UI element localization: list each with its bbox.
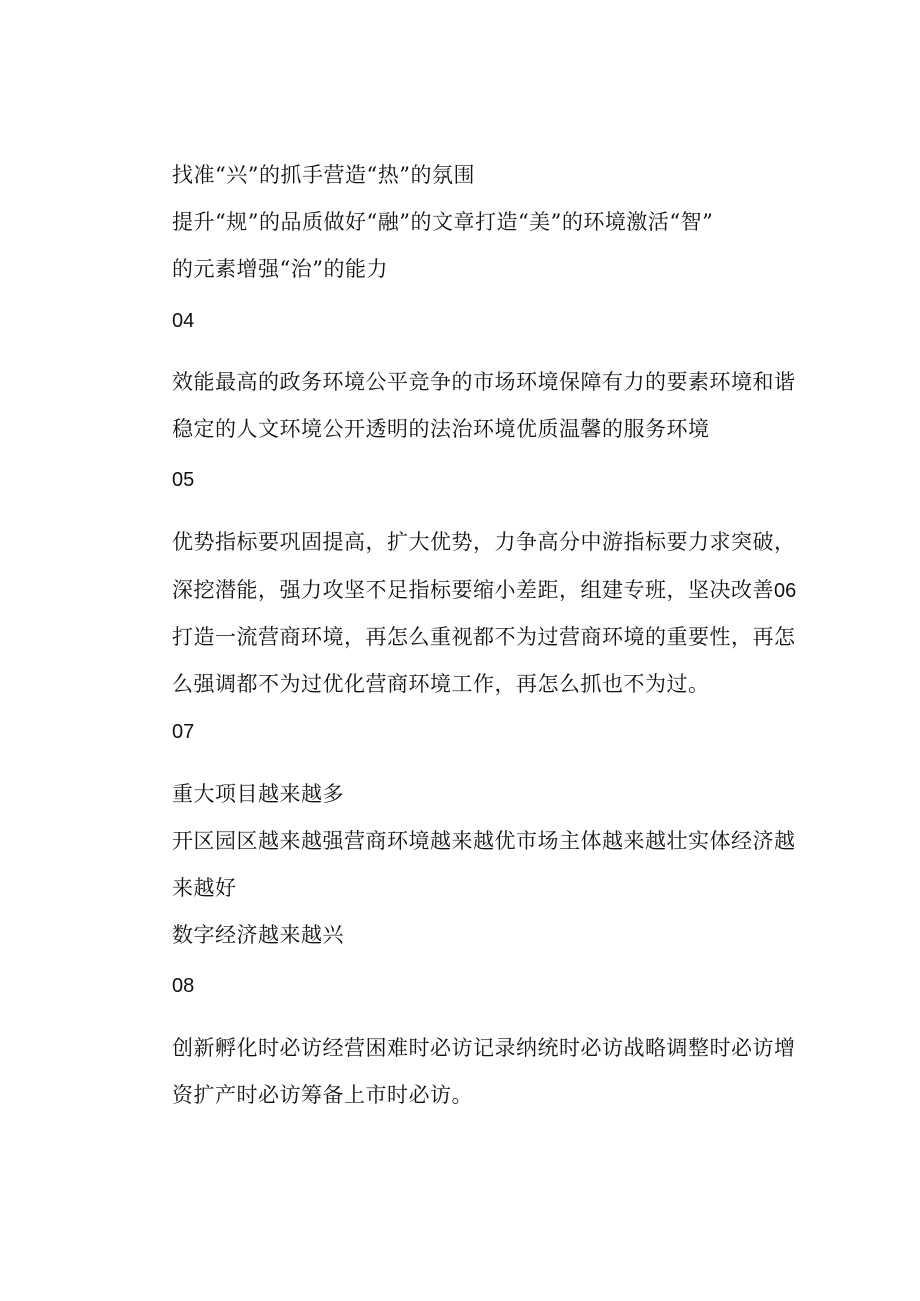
paragraph-line: 创新孵化时必访经营困难时必访记录纳统时必访战略调整时必访增 [172, 1036, 796, 1060]
paragraph-line: 优势指标要巩固提高，扩大优势，力争高分中游指标要力求突破， [172, 530, 796, 554]
paragraph-line: 稳定的人文环境公开透明的法治环境优质温馨的服务环境 [172, 417, 710, 441]
paragraph-line: 打造一流营商环境，再怎么重视都不为过营商环境的重要性，再怎 [172, 625, 796, 649]
paragraph-line: 么强调都不为过优化营商环境工作，再怎么抓也不为过。 [172, 672, 710, 696]
paragraph-line: 开区园区越来越强营商环境越来越优市场主体越来越壮实体经济越 [172, 829, 796, 853]
paragraph-line: 找准“兴”的抓手营造“热”的氛围 [172, 163, 475, 187]
paragraph-line: 数字经济越来越兴 [172, 923, 344, 947]
paragraph-line: 提升“规”的品质做好“融”的文章打造“美”的环境激活“智” [172, 210, 714, 234]
paragraph-text: 深挖潜能，强力攻坚不足指标要缩小差距，组建专班，坚决改善 [172, 578, 774, 602]
section-number: 08 [172, 975, 195, 997]
paragraph-line [172, 575, 796, 606]
paragraph-line: 资扩产时必访筹备上市时必访。 [172, 1083, 473, 1107]
paragraph-line: 效能最高的政务环境公平竞争的市场环境保障有力的要素环境和谐 [172, 370, 796, 394]
section-number: 07 [172, 721, 195, 743]
paragraph-line: 的元素增强“治”的能力 [172, 257, 388, 281]
section-number: 04 [172, 310, 195, 332]
paragraph-line: 来越好 [172, 876, 237, 900]
section-number: 05 [172, 469, 195, 491]
section-number: 06 [774, 580, 797, 602]
paragraph-line: 重大项目越来越多 [172, 782, 344, 806]
